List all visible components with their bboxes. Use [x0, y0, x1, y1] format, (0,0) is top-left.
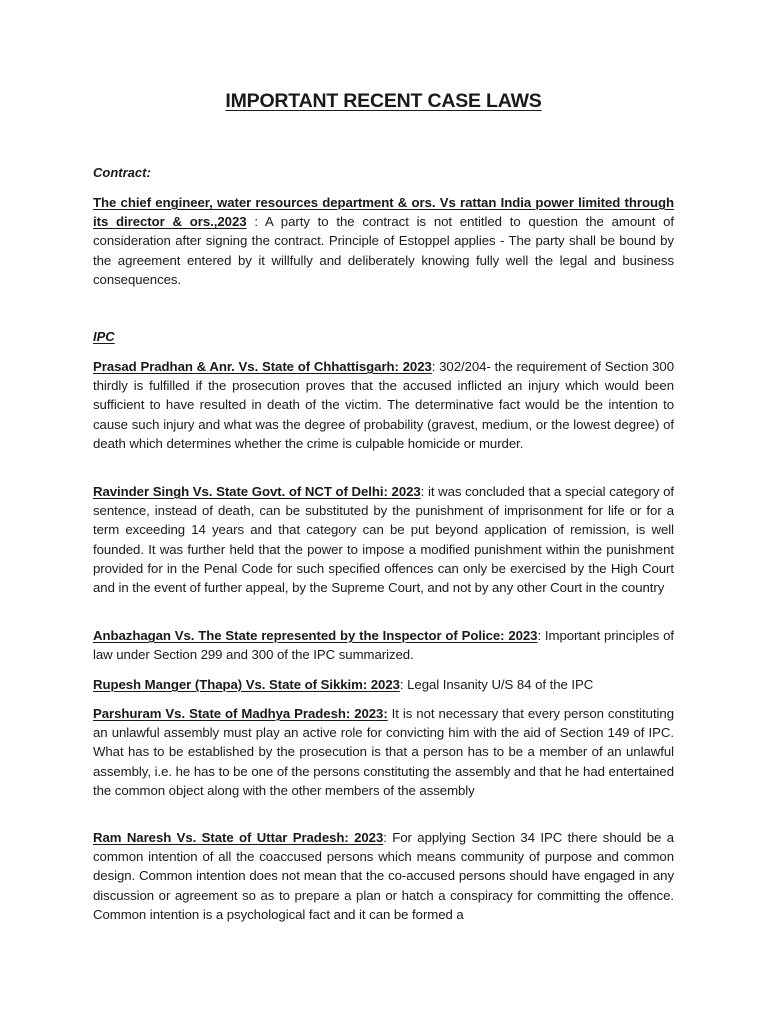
- section-heading-contract: Contract:: [93, 165, 151, 180]
- case-summary: : Important principles of law under Section 299 and 300 of the IPC summarized.: [93, 628, 674, 663]
- case-citation: Ram Naresh Vs. State of Uttar Pradesh: 2023: [93, 830, 384, 845]
- case-citation: Anbazhagan Vs. The State represented by the Inspector of Police: 2023: [93, 628, 538, 643]
- case-entry-ipc-6: [93, 828, 674, 924]
- case-summary: : 302/204- the requirement of Section 300 thirdly is fulfilled if the prosecution proves that the accused inflicted an injury which would been sufficient to have resulted in death of the victim. The determinative fact would be the intention to cause such injury and what was the degree of probability (gravest, medium, or the lowest degree) of death which determines whether the crime is culpable homicide or murder.: [93, 359, 674, 451]
- case-summary: : A party to the contract is not entitled to question the amount of consideration after signing the contract. Principle of Estoppel applies - The party shall be bound by the agreement entered by it willfully and deliberately knowing fully well the legal and business consequences.: [93, 214, 675, 287]
- section-heading-ipc: IPC: [93, 329, 115, 344]
- document-title: IMPORTANT RECENT CASE LAWS: [225, 90, 542, 112]
- case-entry-ipc-2: [93, 482, 674, 597]
- case-citation: Prasad Pradhan & Anr. Vs. State of Chhattisgarh: 2023: [93, 359, 432, 374]
- case-citation: The chief engineer, water resources department & ors. Vs rattan India power limited through its director & ors.,2023: [93, 195, 674, 230]
- case-entry-contract-1: [93, 193, 674, 289]
- case-summary: It is not necessary that every person constituting an unlawful assembly must play an active role for convicting him with the aid of Section 149 of IPC. What has to be established by the prosecution is that a person has to be a member of an unlawful assembly, i.e. he has to be one of the persons constituting the assembly and that he had entertained the common object along with the other members of the assembly: [93, 706, 675, 798]
- case-citation: Ravinder Singh Vs. State Govt. of NCT of Delhi: 2023: [93, 484, 421, 499]
- case-entry-ipc-5: [93, 704, 674, 800]
- case-entry-ipc-3: [93, 626, 674, 664]
- case-summary: : Legal Insanity U/S 84 of the IPC: [399, 677, 594, 692]
- case-summary: : it was concluded that a special category of sentence, instead of death, can be substituted by the punishment of imprisonment for life or for a term exceeding 14 years and that category can be put beyond application of remission, is well founded. It was further held that the power to impose a modified punishment within the punishment provided for in the Penal Code for such specified offences can only be exercised by the High Court and in the event of further appeal, by the Supreme Court, and not by any other Court in the country: [93, 484, 674, 596]
- case-summary: : For applying Section 34 IPC there should be a common intention of all the coaccused persons which means community of purpose and common design. Common intention does not mean that the co-accused persons should have engaged in any discussion or agreement so as to prepare a plan or hatch a conspiracy for committing the offence. Common intention is a psychological fact and it can be formed a: [93, 830, 674, 922]
- case-citation: Rupesh Manger (Thapa) Vs. State of Sikkim: 2023: [93, 677, 400, 692]
- document-page: [93, 0, 674, 1024]
- case-citation: Parshuram Vs. State of Madhya Pradesh: 2023:: [93, 706, 388, 721]
- case-entry-ipc-1: [93, 357, 674, 453]
- case-entry-ipc-4: [93, 675, 674, 694]
